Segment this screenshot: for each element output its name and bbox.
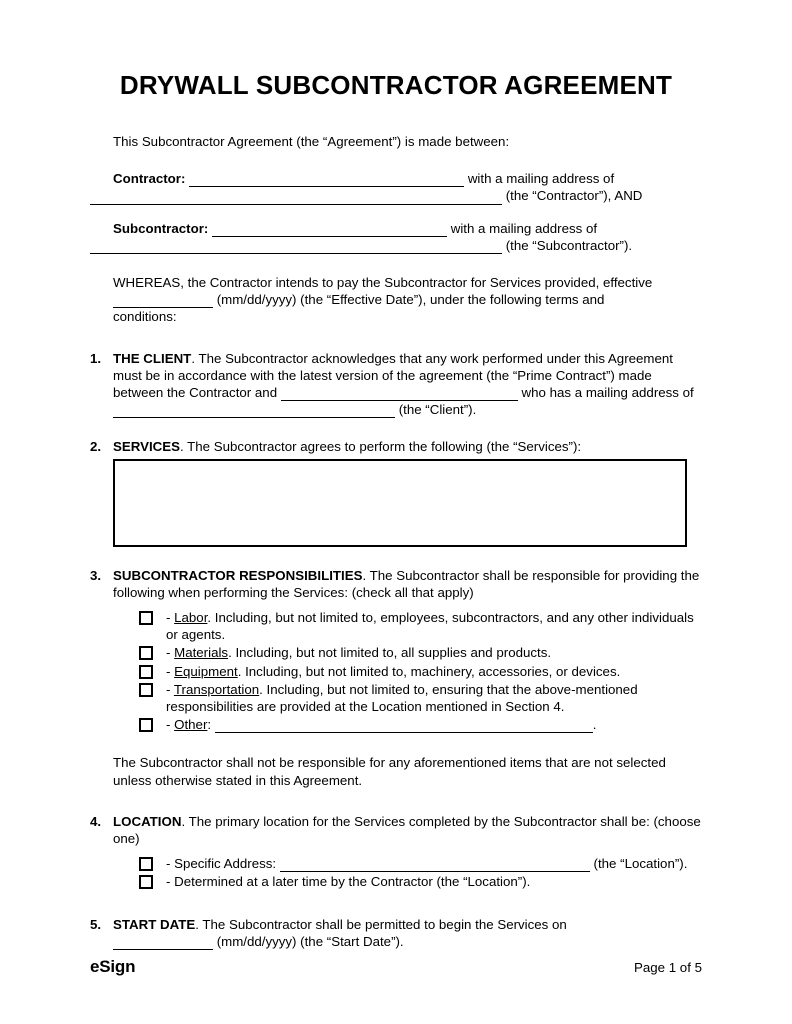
checkbox-transportation-label: Transportation	[173, 681, 260, 697]
document-body	[90, 133, 702, 950]
checkbox-labor-text: . Including, but not limited to, employees, subcontractors, and any other individuals or agents.	[166, 610, 694, 643]
checkbox-row-other[interactable]	[139, 716, 702, 733]
subcontractor-block	[90, 220, 702, 237]
checkbox-row-labor[interactable]	[139, 609, 702, 643]
checkbox-other-label: Other	[174, 717, 208, 733]
checkbox-equipment-text: . Including, but not limited to, machinery, accessories, or devices.	[237, 663, 621, 679]
page-number-label: Page 1 of 5	[633, 960, 702, 975]
checkbox-materials-label: Materials	[174, 645, 229, 661]
section-services	[90, 438, 702, 455]
responsibilities-checkbox-list	[139, 609, 702, 733]
checkbox-specific-address-dash: -	[166, 856, 175, 872]
esign-logo: eSign	[90, 957, 136, 976]
checkbox-other-dash: -	[166, 717, 175, 733]
page-title: DRYWALL SUBCONTRACTOR AGREEMENT	[119, 70, 673, 100]
checkbox-labor-dash: -	[166, 610, 175, 626]
subcontractor-address-row	[90, 237, 702, 254]
section-1-text-b: who has a mailing address of	[521, 385, 694, 401]
section-5-number: 5.	[90, 916, 102, 932]
location-checkbox-list	[139, 855, 702, 890]
whereas-line-2: (mm/dd/yyyy) (the “Effective Date”), under the following terms and	[216, 292, 605, 308]
section-start-date	[90, 916, 702, 950]
client-name-blank[interactable]	[281, 387, 518, 401]
services-description-input[interactable]	[113, 459, 687, 547]
checkbox-transportation-dash: -	[166, 681, 174, 697]
subcontractor-suffix-text: with a mailing address of	[450, 220, 598, 236]
section-3-heading: SUBCONTRACTOR RESPONSIBILITIES	[113, 567, 363, 583]
contractor-address-blank[interactable]	[90, 191, 502, 205]
client-address-blank[interactable]	[113, 404, 395, 418]
effective-date-blank[interactable]	[113, 294, 213, 308]
section-4-text-a: . The primary location for the Services completed by the Subcontractor shall be: (choose one)	[113, 813, 701, 847]
specific-address-blank[interactable]	[280, 858, 590, 872]
section-2-number: 2.	[90, 439, 102, 455]
whereas-line-3: conditions:	[113, 309, 177, 325]
section-5-text-b: (mm/dd/yyyy) (the “Start Date”).	[216, 933, 404, 949]
section-3-text-a: . The Subcontractor shall be responsible for providing the following when performing the Services: (check all that apply)	[113, 567, 700, 600]
start-date-blank[interactable]	[113, 936, 213, 950]
section-4-heading: LOCATION	[113, 813, 182, 829]
other-responsibility-blank[interactable]	[215, 719, 593, 733]
checkbox-labor-label: Labor	[174, 610, 208, 626]
page-footer	[90, 957, 702, 981]
subcontractor-name-blank[interactable]	[212, 223, 447, 237]
section-location	[90, 813, 702, 847]
section-5-heading: START DATE	[113, 916, 196, 932]
checkbox-determined-later-label: Determined at a later time by the Contractor (the “Location”).	[174, 874, 531, 890]
checkbox-materials-icon[interactable]	[139, 646, 153, 660]
section-4-number: 4.	[90, 813, 102, 829]
subcontractor-label: Subcontractor:	[113, 220, 209, 236]
checkbox-determined-later-icon[interactable]	[139, 875, 153, 889]
checkbox-equipment-label: Equipment	[174, 663, 238, 679]
checkbox-specific-address-icon[interactable]	[139, 857, 153, 871]
checkbox-row-transportation[interactable]	[139, 681, 702, 715]
checkbox-row-materials[interactable]	[139, 644, 702, 661]
checkbox-other-icon[interactable]	[139, 718, 153, 732]
section-2-heading: SERVICES	[113, 439, 181, 455]
contractor-tail-text: (the “Contractor”), AND	[505, 188, 643, 204]
checkbox-row-equipment[interactable]	[139, 663, 702, 680]
contractor-name-blank[interactable]	[189, 173, 464, 187]
checkbox-equipment-dash: -	[166, 663, 175, 679]
checkbox-equipment-icon[interactable]	[139, 665, 153, 679]
section-the-client	[90, 350, 702, 419]
intro-paragraph: This Subcontractor Agreement (the “Agreement”) is made between:	[113, 134, 510, 149]
section-1-text-a: . The Subcontractor acknowledges that any work performed under this Agreement must be in accordance with the latest version of the agreement (the “Prime Contract”) made between the Contractor and	[113, 350, 673, 401]
checkbox-transportation-icon[interactable]	[139, 683, 153, 697]
section-1-number: 1.	[90, 350, 102, 366]
section-1-heading: THE CLIENT	[113, 350, 192, 366]
contractor-suffix-text: with a mailing address of	[467, 171, 615, 187]
checkbox-labor-icon[interactable]	[139, 611, 153, 625]
checkbox-other-text: :	[207, 717, 212, 733]
subcontractor-address-blank[interactable]	[90, 240, 502, 254]
checkbox-specific-address-tail: (the “Location”).	[593, 856, 688, 872]
checkbox-row-determined-later[interactable]	[139, 873, 702, 890]
section-5-text-a: . The Subcontractor shall be permitted to begin the Services on	[195, 916, 567, 932]
section-subcontractor-responsibilities	[90, 567, 702, 601]
section-3-number: 3.	[90, 567, 102, 583]
section-1-text-c: (the “Client”).	[398, 402, 477, 418]
whereas-paragraph	[90, 274, 702, 326]
contractor-address-row	[90, 187, 702, 204]
checkbox-specific-address-label: Specific Address:	[174, 856, 277, 872]
checkbox-other-tail: .	[592, 717, 597, 733]
checkbox-materials-text: . Including, but not limited to, all supplies and products.	[228, 645, 552, 661]
subcontractor-tail-text: (the “Subcontractor”).	[505, 237, 633, 253]
contractor-label: Contractor:	[113, 171, 186, 187]
whereas-line-1: WHEREAS, the Contractor intends to pay the Subcontractor for Services provided, effective	[113, 275, 653, 291]
section-2-text-a: . The Subcontractor agrees to perform the following (the “Services”):	[180, 439, 582, 455]
checkbox-row-specific-address[interactable]	[139, 855, 702, 872]
checkbox-transportation-text: . Including, but not limited to, ensuring that the above-mentioned responsibilities are provided at the Location mentioned in Section 4.	[166, 681, 638, 715]
responsibilities-footnote: The Subcontractor shall not be responsible for any aforementioned items that are not selected unless otherwise stated in this Agreement.	[113, 755, 666, 788]
checkbox-materials-dash: -	[166, 645, 175, 661]
checkbox-determined-later-dash: -	[166, 874, 175, 890]
contractor-block	[90, 170, 702, 187]
